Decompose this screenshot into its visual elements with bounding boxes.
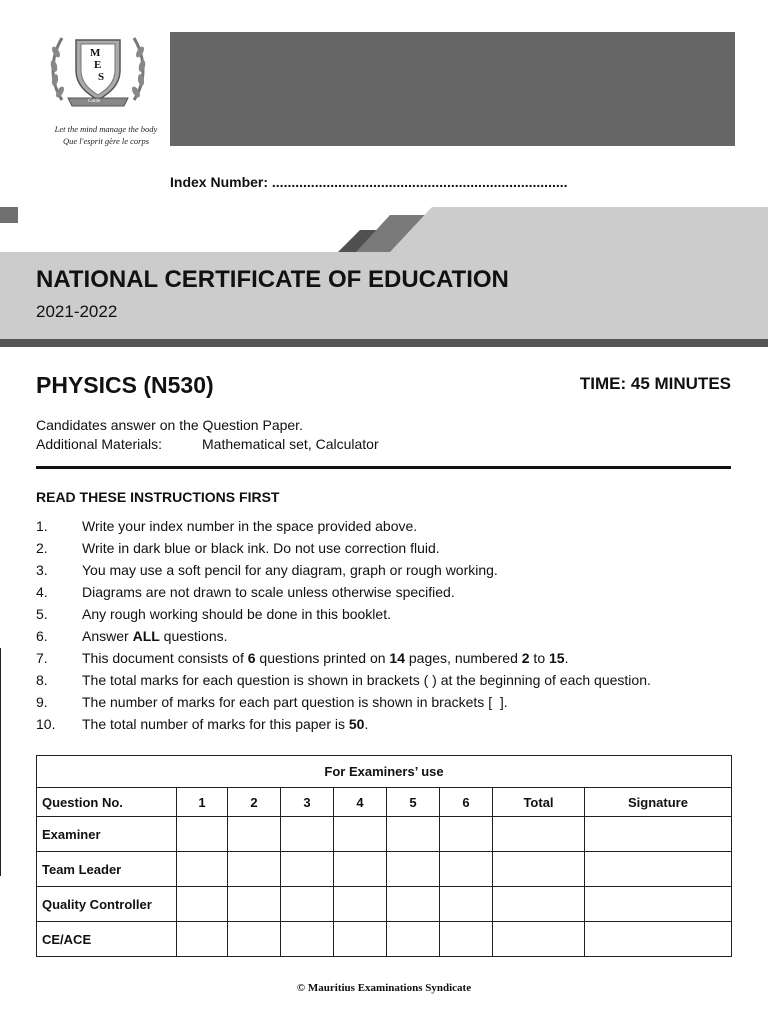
instruction-text: The total marks for each question is shown in brackets ( ) at the beginning of each question.: [82, 672, 651, 688]
instruction-text: pages, numbered: [405, 650, 522, 666]
table-row: [37, 887, 732, 922]
instruction-number: 2.: [36, 540, 48, 556]
table-header-cell: Total: [493, 788, 585, 817]
table-header-cell: Question No.: [37, 788, 177, 817]
instruction-number: 10.: [36, 716, 56, 732]
additional-materials-value: Mathematical set, Calculator: [202, 436, 379, 452]
band-bottom-rule: [0, 339, 768, 347]
instructions-list: [36, 516, 736, 736]
candidates-note: Candidates answer on the Question Paper.: [36, 417, 303, 433]
mark-entry-cell[interactable]: [493, 852, 585, 887]
instruction-number: 6.: [36, 628, 48, 644]
mark-entry-cell[interactable]: [387, 922, 440, 957]
instruction-emphasis: 15: [549, 650, 565, 666]
motto-french: Que l'esprit gère le corps: [62, 136, 149, 146]
logo-ribbon-text: Guide: [88, 99, 101, 104]
instruction-text: Write in dark blue or black ink. Do not use correction fluid.: [82, 540, 440, 556]
instruction-emphasis: 6: [247, 650, 256, 666]
logo-letter-s: S: [98, 71, 105, 83]
row-label: Team Leader: [37, 852, 177, 887]
row-label: Examiner: [37, 817, 177, 852]
left-edge-line: [0, 648, 1, 876]
mark-entry-cell[interactable]: [387, 817, 440, 852]
instruction-text: Any rough working should be done in this booklet.: [82, 606, 391, 622]
additional-materials-label: Additional Materials:: [36, 436, 163, 452]
instruction-emphasis: 2: [521, 650, 530, 666]
mark-entry-cell[interactable]: [493, 887, 585, 922]
instructions-heading: READ THESE INSTRUCTIONS FIRST: [36, 489, 280, 505]
instruction-text: The total number of marks for this paper is: [82, 716, 349, 732]
instruction-number: 5.: [36, 606, 48, 622]
table-row: [37, 922, 732, 957]
instruction-text: questions printed on: [255, 650, 390, 666]
table-header-cell: 1: [177, 788, 228, 817]
mark-entry-cell[interactable]: [493, 922, 585, 957]
mark-entry-cell[interactable]: [281, 887, 334, 922]
mark-entry-cell[interactable]: [585, 887, 732, 922]
index-number-field[interactable]: Index Number: ............................................................................: [170, 174, 568, 190]
table-row: [37, 817, 732, 852]
band-stripes-decoration: [0, 205, 768, 255]
mark-entry-cell[interactable]: [387, 887, 440, 922]
mark-entry-cell[interactable]: [281, 922, 334, 957]
mark-entry-cell[interactable]: [440, 887, 493, 922]
instruction-item: [36, 714, 736, 736]
instruction-text: You may use a soft pencil for any diagram, graph or rough working.: [82, 562, 498, 578]
mark-entry-cell[interactable]: [334, 887, 387, 922]
instruction-number: 4.: [36, 584, 48, 600]
instruction-emphasis: 14: [389, 650, 405, 666]
instruction-number: 3.: [36, 562, 48, 578]
footer-copyright: © Mauritius Examinations Syndicate: [296, 982, 472, 994]
certificate-title: NATIONAL CERTIFICATE OF EDUCATION: [36, 266, 509, 293]
mark-entry-cell[interactable]: [440, 922, 493, 957]
examiners-table-header: [37, 788, 732, 817]
instruction-number: 9.: [36, 694, 48, 710]
table-header-cell: 6: [440, 788, 493, 817]
certificate-year: 2021-2022: [36, 302, 118, 321]
mark-entry-cell[interactable]: [585, 922, 732, 957]
table-header-cell: 2: [228, 788, 281, 817]
mark-entry-cell[interactable]: [228, 817, 281, 852]
instruction-number: 7.: [36, 650, 48, 666]
instruction-text: to: [529, 650, 550, 666]
table-header-cell: 3: [281, 788, 334, 817]
instruction-number: 8.: [36, 672, 48, 688]
instruction-item: [36, 670, 736, 692]
mark-entry-cell[interactable]: [334, 817, 387, 852]
examiners-table: [36, 755, 732, 957]
instruction-number: 1.: [36, 518, 48, 534]
mes-logo: [36, 30, 158, 152]
instruction-text: This document consists of: [82, 650, 248, 666]
mark-entry-cell[interactable]: [387, 852, 440, 887]
instruction-item: [36, 516, 736, 538]
instruction-item: [36, 538, 736, 560]
instruction-emphasis: ALL: [132, 628, 160, 644]
table-header-cell: 4: [334, 788, 387, 817]
logo-letter-m: M: [90, 47, 101, 59]
mark-entry-cell[interactable]: [281, 852, 334, 887]
instruction-text: Write your index number in the space provided above.: [82, 518, 418, 534]
mark-entry-cell[interactable]: [177, 922, 228, 957]
mark-entry-cell[interactable]: [228, 922, 281, 957]
instruction-item: [36, 692, 736, 714]
row-label: CE/ACE: [37, 922, 177, 957]
mark-entry-cell[interactable]: [493, 817, 585, 852]
mark-entry-cell[interactable]: [228, 887, 281, 922]
table-header-cell: 5: [387, 788, 440, 817]
mark-entry-cell[interactable]: [334, 922, 387, 957]
mark-entry-cell[interactable]: [177, 887, 228, 922]
header-grey-box: [170, 32, 735, 146]
instruction-item: [36, 560, 736, 582]
motto-english: Let the mind manage the body: [54, 124, 158, 134]
row-label: Quality Controller: [37, 887, 177, 922]
instruction-text: .: [364, 716, 369, 732]
subject-title: PHYSICS (N530): [36, 372, 214, 398]
section-divider: [36, 466, 731, 469]
instruction-text: Diagrams are not drawn to scale unless otherwise specified.: [82, 584, 455, 600]
table-header-cell: Signature: [585, 788, 732, 817]
mark-entry-cell[interactable]: [281, 817, 334, 852]
mark-entry-cell[interactable]: [440, 817, 493, 852]
instruction-text: .: [564, 650, 569, 666]
instruction-item: [36, 648, 736, 670]
mark-entry-cell[interactable]: [585, 817, 732, 852]
instruction-text: The number of marks for each part question is shown in brackets [ ].: [82, 694, 508, 710]
examiners-table-title: For Examiners’ use: [37, 756, 732, 788]
instruction-item: [36, 604, 736, 626]
mark-entry-cell[interactable]: [334, 852, 387, 887]
instruction-emphasis: 50: [348, 716, 365, 732]
instruction-text: Answer: [82, 628, 133, 644]
mark-entry-cell[interactable]: [177, 852, 228, 887]
logo-letter-e: E: [94, 59, 102, 71]
table-row: [37, 852, 732, 887]
mark-entry-cell[interactable]: [585, 852, 732, 887]
instruction-text: questions.: [159, 628, 228, 644]
instruction-item: [36, 626, 736, 648]
exam-time: TIME: 45 MINUTES: [579, 374, 731, 393]
mark-entry-cell[interactable]: [177, 817, 228, 852]
mark-entry-cell[interactable]: [228, 852, 281, 887]
instruction-item: [36, 582, 736, 604]
mark-entry-cell[interactable]: [440, 852, 493, 887]
